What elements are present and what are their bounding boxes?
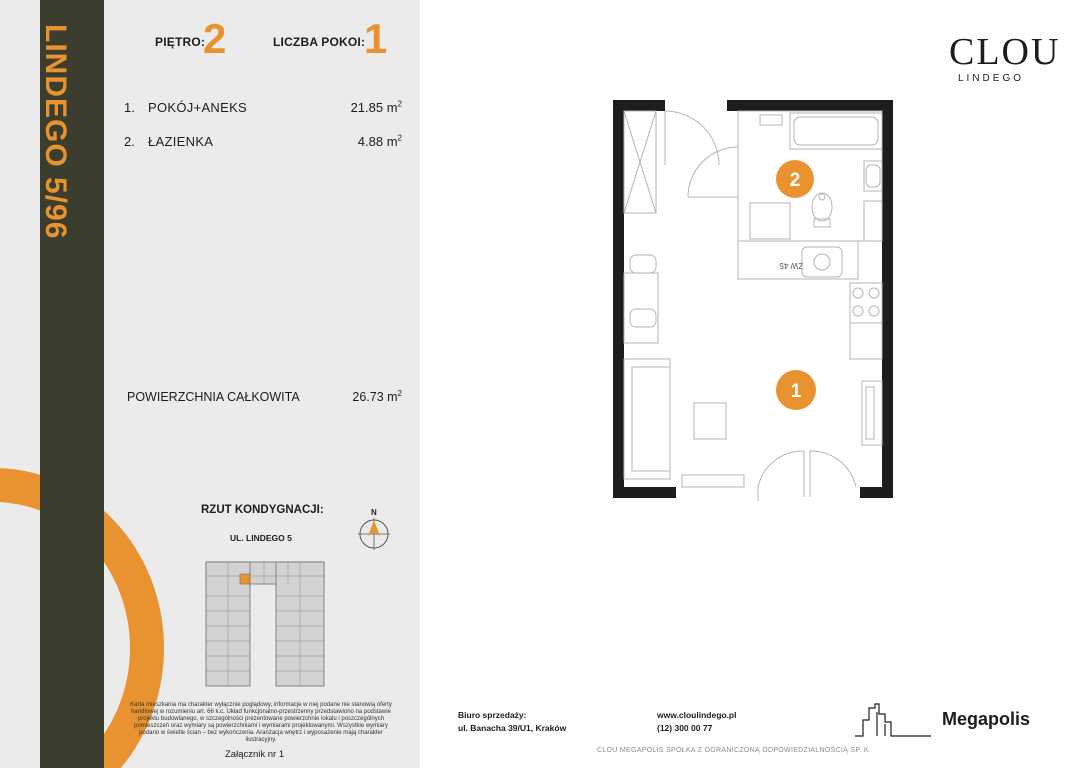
contact-info: [657, 709, 737, 735]
total-label: POWIERZCHNIA CAŁKOWITA: [127, 390, 300, 404]
sales-office: [458, 709, 566, 735]
attachment-label: Załącznik nr 1: [225, 749, 285, 760]
room-area: 21.85 $m^2$: [350, 99, 402, 115]
compass-icon: [357, 506, 391, 552]
room-name: ŁAZIENKA: [148, 134, 214, 149]
office-address: ul. Banacha 39/U1, Kraków: [458, 723, 567, 733]
building-plan-diagram: [200, 556, 328, 690]
office-label: Biuro sprzedaży:: [458, 710, 527, 720]
clou-logo: CLOU: [949, 31, 1061, 73]
street-label: UL. LINDEGO 5: [230, 533, 292, 543]
room-number-1: 1: [790, 381, 802, 402]
clou-logo-subtitle: LINDEGO: [958, 73, 1025, 84]
floor-value: 2: [203, 15, 227, 62]
total-area-row: [127, 390, 402, 404]
apartment-floor-plan: [610, 97, 896, 501]
floor-section-title: RZUT KONDYGNACJI:: [201, 504, 324, 516]
rooms-label: LICZBA POKOI:: [273, 35, 366, 49]
info-panel: LINDEGO 5/96 PIĘTRO: 2 LICZBA POKOI: 1 1. POKÓJ+ANEKS 21.85 $m^2$ 2. ŁAZIENKA 4.88 $m^2$ POWIERZCHNIA CAŁKOWITA 26.73 $m^2$ RZUT KONDYGNACJI: UL. LINDEGO 5 N Karta mieszkania ma charakter wyłącznie poglądowy, informacje w niej podane nie stanowią oferty handlowej w rozumieniu art. 66 k.c. Układ funkcjonalno-przestrzenny przedstawiono na podstawie projektu budowlanego, w szczególności prezentowane powierzchnie lokalu i poszczególnych pomieszczeń oraz wymiary są powierzchniami i wymiarami projektowanymi. Wszystkie wymiary podano w świetle ścian – bez wykończenia. Aranżacja wnętrz i wyposażenie mają charakter ilustracyjny. Załącznik nr 1: [0, 0, 420, 768]
room-area: 4.88 $m^2$: [357, 133, 402, 149]
room-name: POKÓJ+ANEKS: [148, 100, 248, 115]
room-number-2: 2: [789, 170, 801, 191]
apartment-highlight: [240, 574, 250, 584]
skyline-icon: [853, 700, 933, 740]
compass-label: N: [371, 508, 377, 517]
disclaimer-text: Karta mieszkania ma charakter wyłącznie poglądowy, informacje w niej podane nie stanowią oferty handlowej w rozumieniu art. 66 k.c. Układ funkcjonalno-przestrzenny przedstawiono na podstawie projektu budowlanego, w szczególności prezentowane powierzchnie lokalu i poszczególnych pomieszczeń oraz wymiary są powierzchniami i wymiarami projektowanymi. Wszystkie wymiary podano w świetle ścian – bez wykończenia. Aranżacja wnętrz i wyposażenie mają charakter ilustracyjny.: [130, 702, 392, 743]
megapolis-logo: Megapolis: [942, 709, 1031, 729]
appliance-label: ZW 45: [779, 261, 803, 270]
website-link: www.cloulindego.pl: [657, 710, 737, 720]
company-name: CLOU MEGAPOLIS SPÓŁKA Z OGRANICZONĄ ODPOWIEDZIALNOŚCIĄ SP. K.: [597, 747, 872, 754]
floor-label: PIĘTRO:: [155, 35, 206, 49]
rooms-value: 1: [364, 15, 388, 62]
total-area: 26.73 $m^2$: [352, 388, 402, 404]
phone-number: (12) 300 00 77: [657, 723, 713, 733]
apartment-code: LINDEGO 5/96: [39, 24, 72, 240]
